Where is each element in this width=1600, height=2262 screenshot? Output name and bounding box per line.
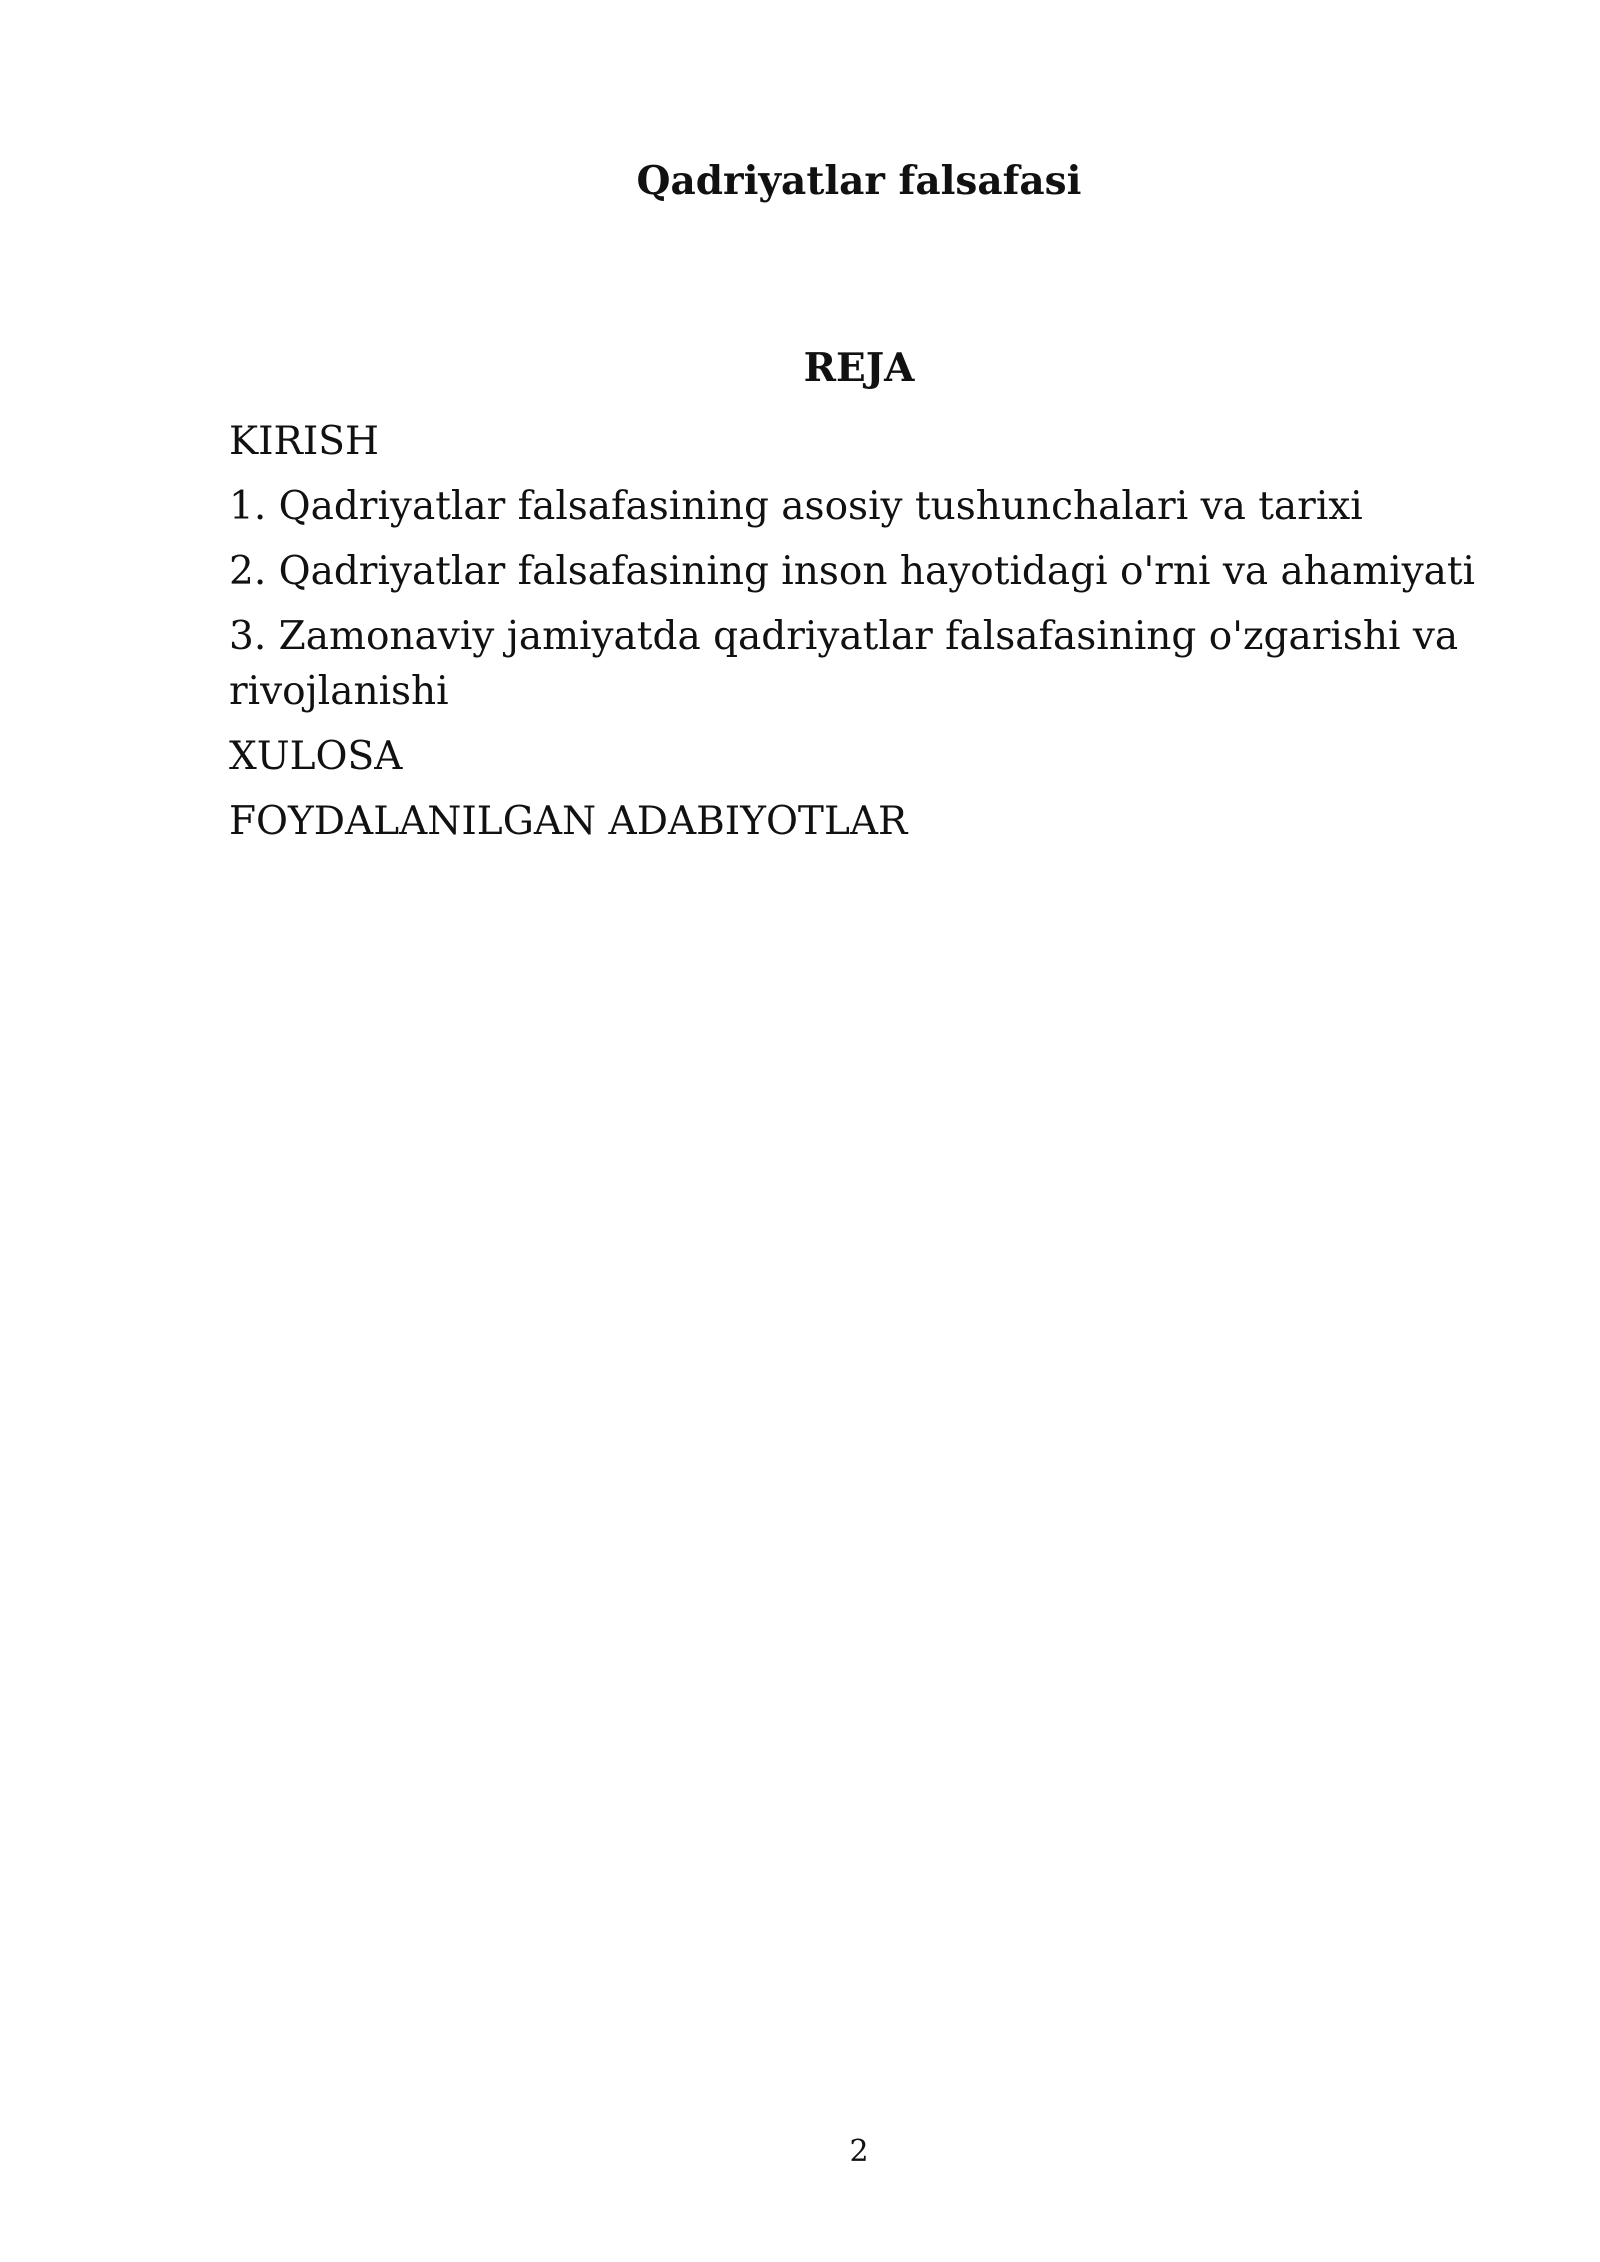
plan-item-intro: KIRISH	[229, 419, 380, 464]
plan-item-conclusion: XULOSA	[229, 734, 403, 779]
plan-heading: REJA	[803, 345, 915, 391]
page-number: 2	[849, 2134, 869, 2169]
plan-item-2: 2. Qadriyatlar falsafasining inson hayotidagi o'rni va ahamiyati	[229, 549, 1476, 594]
document-title: Qadriyatlar falsafasi	[636, 158, 1082, 204]
plan-item-3: 3. Zamonaviy jamiyatda qadriyatlar falsafasining o'zgarishi va rivojlanishi	[229, 614, 1459, 714]
plan-list	[229, 414, 1489, 859]
plan-item-1: 1. Qadriyatlar falsafasining asosiy tushunchalari va tarixi	[229, 484, 1363, 529]
plan-item-references: FOYDALANILGAN ADABIYOTLAR	[229, 799, 908, 844]
